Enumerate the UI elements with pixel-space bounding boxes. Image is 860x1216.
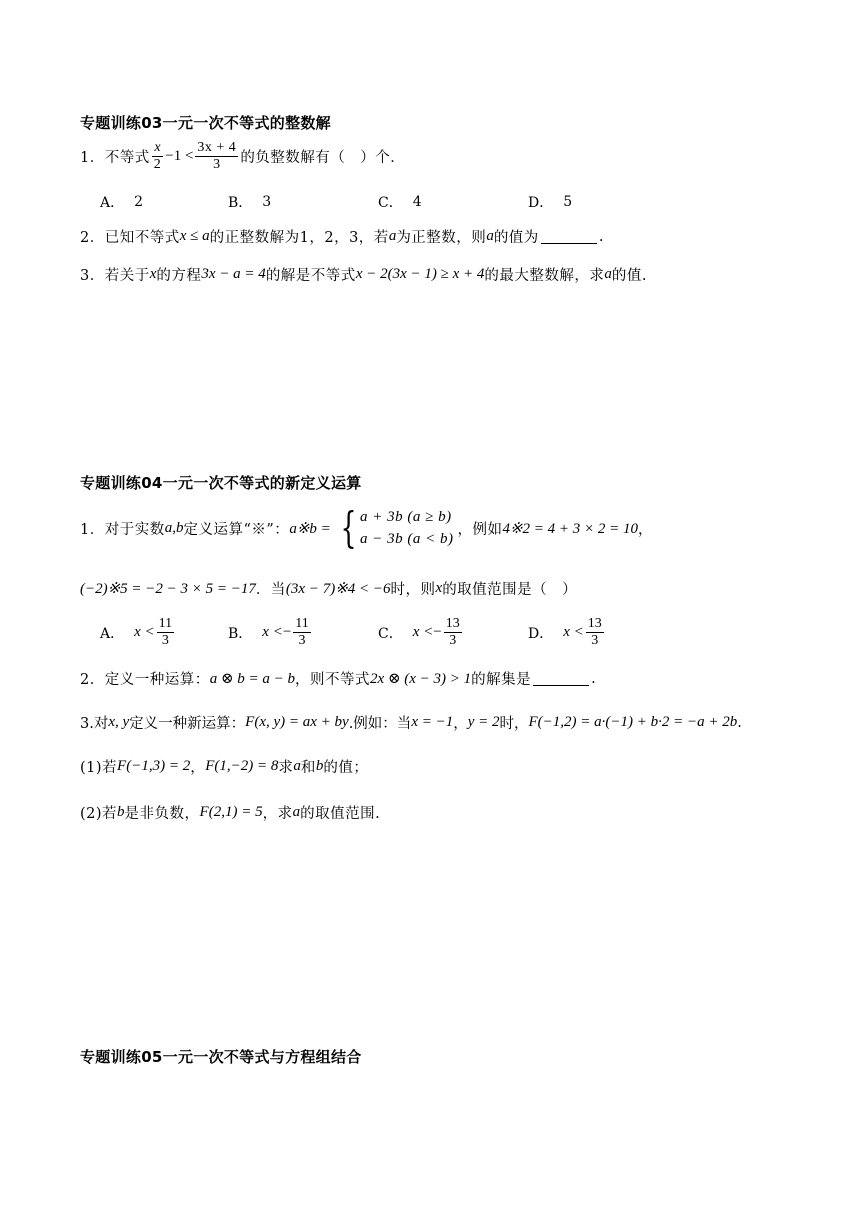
s04-question-3-part-1: (1)若 F(−1,3) = 2 ， F(1,−2) = 8 求 a 和 b 的值；: [80, 758, 369, 776]
s04-question-1-line2: (−2)※5 = −2 − 3 × 5 = −17 ．当 (3x − 7)※4 < −6 时，则 x 的取值范围是（ ）: [80, 580, 578, 598]
s03-q1-option-b: B． 3: [228, 194, 272, 211]
s04-question-3: 3.对 x, y 定义一种新运算： F(x, y) = ax + by .例如：当 x = −1 ， y = 2 时， F(−1,2) = a·(−1) + b·2 = −a + 2b .: [80, 714, 742, 732]
s04-question-2: 2．定义一种运算： a ⊗ b = a − b ，则不等式 2x ⊗ (x − 3) > 1 的解集是 .: [80, 670, 597, 688]
s03-question-3: 3．若关于 x 的方程 3x − a = 4 的解是不等式 x − 2(3x − 1) ≥ x + 4 的最大整数解，求 a 的值.: [80, 266, 647, 284]
s04-q1-option-c: C． x < − $\frac{13}{3}$: [378, 616, 460, 648]
s04-question-1: 1．对于实数 a,b 定义运算“※”： a※b = { a + 3b (a ≥ b) a − 3b (a < b) ，例如 4※2 = 4 + 3 × 2 = 10 ，: [80, 503, 654, 552]
answer-blank[interactable]: [541, 229, 597, 244]
fraction-3x4-over-3: $\frac{3x + 4}{3}$: [197, 140, 237, 172]
fraction-x-over-2: $\frac{x}{2}$: [153, 140, 162, 172]
s03-q1-option-d: D． 5: [528, 194, 573, 211]
section-title-05: 专题训练05一元一次不等式与方程组结合: [80, 1048, 362, 1066]
s04-q1-option-a: A． x < $\frac{11}{3}$: [100, 616, 173, 648]
s03-q1-option-c: C． 4: [378, 194, 422, 211]
s03-question-1: 1．不等式 $\frac{x}{2}$ −1 < $\frac{3x + 4}{3}$ 的负整数解有（ ）个．: [80, 140, 406, 172]
s03-question-2: 2．已知不等式 x ≤ a 的正整数解为1，2，3，若 a 为正整数，则 a 的值为 .: [80, 228, 604, 246]
answer-blank[interactable]: [533, 671, 589, 686]
s03-q1-option-a: A． 2: [100, 194, 144, 211]
section-title-03: 专题训练03一元一次不等式的整数解: [80, 114, 331, 132]
s04-question-3-part-2: (2)若 b 是非负数， F(2,1) = 5 ，求 a 的取值范围.: [80, 804, 381, 822]
piecewise-definition: { a + 3b (a ≥ b) a − 3b (a < b): [340, 503, 454, 552]
section-title-04: 专题训练04一元一次不等式的新定义运算: [80, 474, 362, 492]
s04-q1-option-d: D． x < $\frac{13}{3}$: [528, 616, 602, 648]
s04-q1-option-b: B． x < − $\frac{11}{3}$: [228, 616, 309, 648]
